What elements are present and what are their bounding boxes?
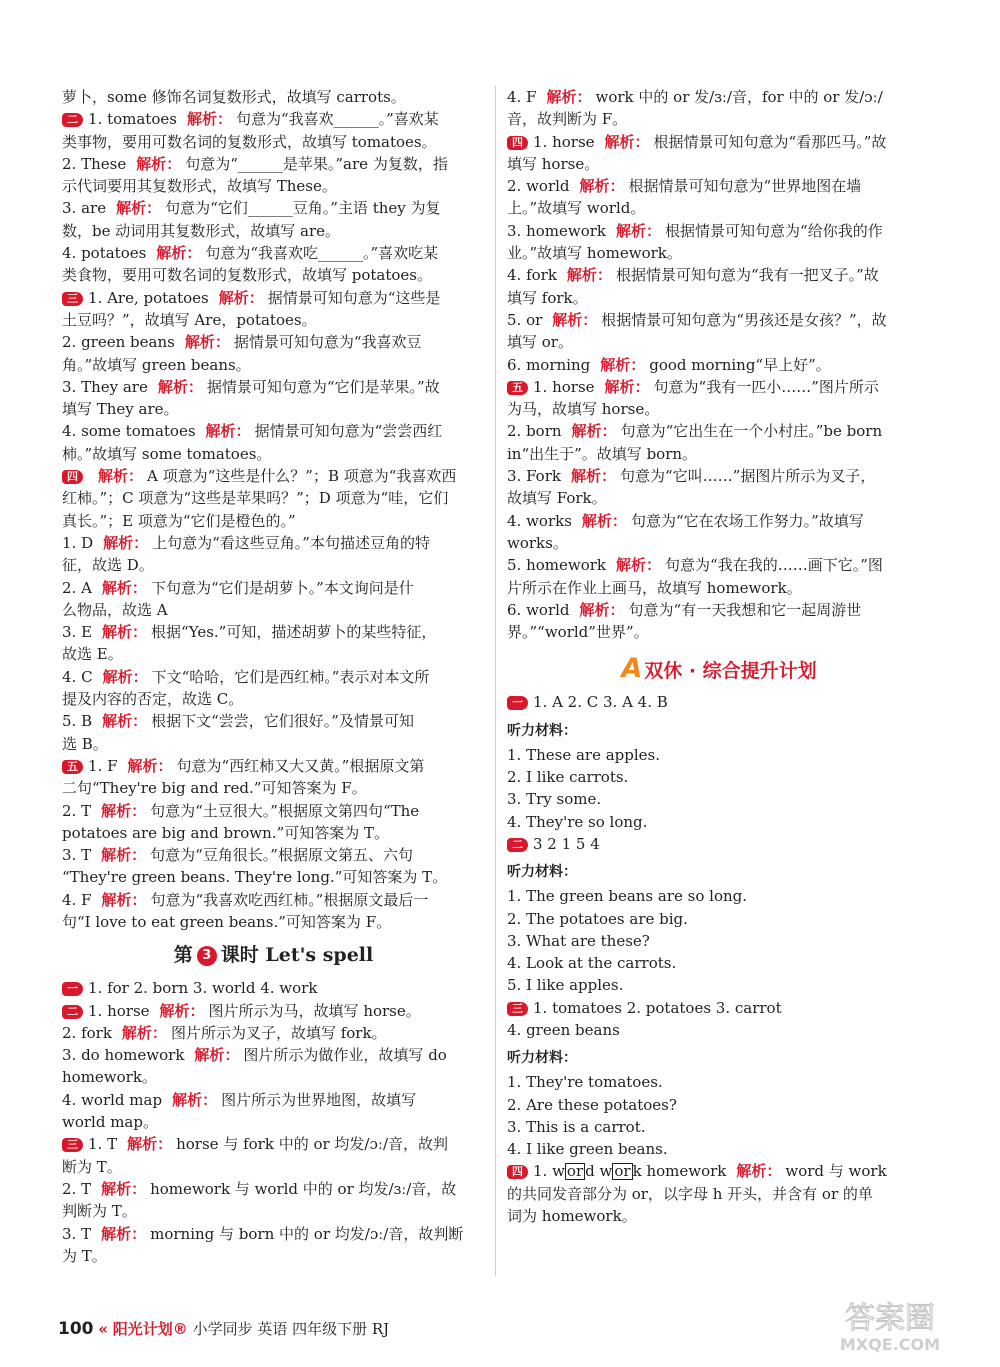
answer-text: 6. morning xyxy=(507,355,591,374)
text-line: 填写 or。 xyxy=(507,333,573,352)
jiexi-label: 解析： xyxy=(159,1001,205,1020)
jiexi-label: 解析： xyxy=(616,556,662,575)
lesson-title: 课时 Let's spell xyxy=(220,944,374,967)
answer-item xyxy=(507,1160,931,1182)
jiexi-label: 解析： xyxy=(101,890,147,909)
answer-item xyxy=(507,309,931,331)
text-line: 故填写 Fork。 xyxy=(507,489,607,508)
answer-word-3: homework xyxy=(646,1162,727,1181)
explanation-text: 句意为“我喜欢吃______。”喜欢吃某 xyxy=(205,244,439,263)
lesson-number-badge: 3 xyxy=(197,946,217,966)
answer-item xyxy=(62,242,485,264)
jiexi-label: 解析： xyxy=(103,533,149,552)
answer-item xyxy=(62,1000,485,1022)
jiexi-label: 解析： xyxy=(127,1135,173,1154)
answer-item xyxy=(62,420,485,442)
lesson-prefix: 第 xyxy=(173,944,193,967)
section-banner xyxy=(507,649,931,689)
text-line: 土豆吗？”，故填写 Are，potatoes。 xyxy=(62,310,317,329)
answer-text: 3 2 1 5 4 xyxy=(533,834,600,853)
boxed-letters: or xyxy=(566,1162,584,1181)
jiexi-label: 解析： xyxy=(127,756,173,775)
answer-item xyxy=(62,376,485,398)
answer-item xyxy=(507,554,931,576)
text-line: 故选 E。 xyxy=(62,645,123,664)
explanation-text: 句意为“我喜欢吃西红柿。”根据原文最后一 xyxy=(150,890,429,909)
text-line: 萝卜，some 修饰名词复数形式，故填写 carrots。 xyxy=(62,88,406,106)
answer-text: 2. fork xyxy=(62,1023,112,1042)
left-column xyxy=(62,86,485,1267)
answer-item xyxy=(62,1178,485,1200)
explanation-text: 图片所示为世界地图，故填写 xyxy=(221,1090,417,1109)
answer-text: 4. fork xyxy=(507,266,557,285)
answer-text: 1. F xyxy=(88,756,118,775)
answer-item xyxy=(62,577,485,599)
explanation-text: good morning“早上好”。 xyxy=(649,355,831,374)
answer-item xyxy=(507,510,931,532)
banner-title: 双休 · 综合提升计划 xyxy=(644,660,817,683)
explanation-text: morning 与 born 中的 or 均发/ɔː/音，故判断 xyxy=(150,1224,464,1243)
answer-item xyxy=(62,153,485,175)
explanation-text: 根据情景可知句意为“世界地图在墙 xyxy=(628,177,862,196)
answer-text: 2. These xyxy=(62,154,127,173)
jiexi-label: 解析： xyxy=(102,623,148,642)
jiexi-label: 解析： xyxy=(101,578,147,597)
answer-text: 4. some tomatoes xyxy=(62,422,196,441)
answer-text: 3. do homework xyxy=(62,1046,185,1065)
section-badge: 三 xyxy=(62,292,83,306)
answer-item xyxy=(62,197,485,219)
text-line: 句“I love to eat green beans.”可知答案为 F。 xyxy=(62,912,392,931)
answer-item xyxy=(507,465,931,487)
section-badge: 五 xyxy=(507,381,528,395)
answer-item xyxy=(507,220,931,242)
text-line: 词为 homework。 xyxy=(507,1207,637,1226)
section-badge: 四 xyxy=(507,136,528,150)
text-line: 3. What are these? xyxy=(507,931,650,950)
book-series: 小学同步 英语 四年级下册 RJ xyxy=(192,1320,390,1338)
jiexi-label: 解析： xyxy=(102,712,148,731)
jiexi-label: 解析： xyxy=(102,667,148,686)
answer-item xyxy=(62,1133,485,1155)
answer-word-1 xyxy=(533,1162,595,1180)
text-line: 2. I like carrots. xyxy=(507,768,629,787)
answer-text: 2. world xyxy=(507,177,570,196)
text-line: 3. This is a carrot. xyxy=(507,1117,646,1136)
answer-text: 1. tomatoes 2. potatoes 3. carrot xyxy=(533,998,782,1017)
text-line: 3. Try some. xyxy=(507,790,602,809)
answer-text: 1. D xyxy=(62,533,94,552)
text-line: 数，be 动词用其复数形式，故填写 are。 xyxy=(62,221,341,240)
explanation-text: 根据情景可知句意为“我有一把叉子。”故 xyxy=(615,266,879,285)
jiexi-label: 解析： xyxy=(581,511,627,530)
answer-text: 6. world xyxy=(507,600,570,619)
section-badge: 一 xyxy=(507,696,528,710)
jiexi-label: 解析： xyxy=(136,154,182,173)
explanation-text: homework 与 world 中的 or 均发/ɜː/音，故 xyxy=(150,1179,457,1198)
word-part: w xyxy=(599,1162,613,1181)
section-badge: 三 xyxy=(507,1002,528,1016)
jiexi-label: 解析： xyxy=(116,199,162,218)
brand-name: 阳光计划® xyxy=(112,1320,188,1338)
text-line: 角。”故填写 green beans。 xyxy=(62,355,251,374)
page-number: 100 xyxy=(58,1319,94,1339)
text-line: 么物品，故选 A xyxy=(62,600,168,619)
text-line: works。 xyxy=(507,533,568,552)
text-line: 5. I like apples. xyxy=(507,976,624,995)
jiexi-label: 解析： xyxy=(218,288,264,307)
answer-text: 4. C xyxy=(62,667,93,686)
answer-text: 1. tomatoes xyxy=(88,110,177,129)
section-badge: 一 xyxy=(62,982,83,996)
jiexi-label: 解析： xyxy=(157,377,203,396)
explanation-text: 图片所示为马，故填写 horse。 xyxy=(208,1001,421,1020)
explanation-text: 根据情景可知句意为“男孩还是女孩？”，故 xyxy=(601,310,887,329)
explanation-text: 句意为“我在我的……画下它。”图 xyxy=(665,556,883,575)
explanation-text: 下文“哈哈，它们是西红柿。”表示对本文所 xyxy=(151,667,430,686)
section-badge: 二 xyxy=(62,113,83,127)
word-part: 1. w xyxy=(533,1162,565,1181)
answer-item xyxy=(62,1044,485,1066)
jiexi-label: 解析： xyxy=(552,310,598,329)
explanation-text: 句意为“它叫……”据图片所示为叉子， xyxy=(619,467,876,486)
jiexi-label: 解析： xyxy=(579,600,625,619)
page-footer xyxy=(58,1318,389,1339)
answer-text: 4. F xyxy=(507,88,537,106)
word-part: d xyxy=(585,1162,595,1181)
answer-text: 4. world map xyxy=(62,1090,163,1109)
text-line: 真长。”；E 项意为“它们是橙色的。” xyxy=(62,511,296,530)
text-line: 4. Look at the carrots. xyxy=(507,954,677,973)
text-line: 类事物，要用可数名词的复数形式，故填写 tomatoes。 xyxy=(62,132,437,151)
chevron-icon: « xyxy=(98,1320,108,1338)
answer-item xyxy=(62,977,485,999)
answer-item xyxy=(507,264,931,286)
jiexi-label: 解析： xyxy=(571,422,617,441)
answer-item xyxy=(62,331,485,353)
section-badge: 二 xyxy=(62,1005,83,1019)
explanation-text: 句意为“______是苹果。”are 为复数，指 xyxy=(185,154,448,173)
text-line: 1. They're tomatoes. xyxy=(507,1073,663,1092)
jiexi-label: 解析： xyxy=(184,333,230,352)
answer-item xyxy=(62,800,485,822)
explanation-text: 句意为“西红柿又大又黄。”根据原文第 xyxy=(176,756,425,775)
jiexi-label: 解析： xyxy=(546,88,592,106)
explanation-text: A 项意为“这些是什么？”；B 项意为“我喜欢西 xyxy=(147,467,457,486)
text-line: world map。 xyxy=(62,1113,158,1132)
jiexi-label: 解析： xyxy=(194,1046,240,1065)
jiexi-label: 解析： xyxy=(736,1162,782,1181)
column-divider xyxy=(495,86,496,1276)
explanation-text: 句意为“我喜欢______。”喜欢某 xyxy=(235,110,439,129)
explanation-text: 图片所示为做作业，故填写 do xyxy=(243,1046,447,1065)
answer-text: 5. homework xyxy=(507,556,607,575)
answer-item xyxy=(62,889,485,911)
text-line: 为马，故填写 horse。 xyxy=(507,400,660,419)
jiexi-label: 解析： xyxy=(186,110,232,129)
banner-a-icon: A xyxy=(621,653,643,685)
text-line: 类食物，要用可数名词的复数形式，故填写 potatoes。 xyxy=(62,266,433,285)
text-line: 1. These are apples. xyxy=(507,745,661,764)
section-badge: 五 xyxy=(62,760,83,774)
text-line: 柿。”故填写 some tomatoes。 xyxy=(62,444,272,463)
answer-item xyxy=(62,844,485,866)
answer-item xyxy=(62,621,485,643)
answer-word-2 xyxy=(600,1162,642,1180)
text-line: potatoes are big and brown.”可知答案为 T。 xyxy=(62,823,390,842)
explanation-text: 据情景可知句意为“我喜欢豆 xyxy=(233,333,422,352)
jiexi-label: 解析： xyxy=(172,1090,218,1109)
jiexi-label: 解析： xyxy=(121,1023,167,1042)
explanation-text: 据情景可知句意为“这些是 xyxy=(267,288,441,307)
jiexi-label: 解析： xyxy=(205,422,251,441)
answer-text: 2. born xyxy=(507,422,562,441)
watermark-text-bottom: MXQE.COM xyxy=(839,1335,941,1354)
answer-text: 3. T xyxy=(62,1224,92,1243)
answer-text: 1. horse xyxy=(88,1001,150,1020)
text-line: 的共同发音部分为 or，以字母 h 开头，并含有 or 的单 xyxy=(507,1184,873,1203)
answer-item xyxy=(507,691,931,713)
text-line: 2. The potatoes are big. xyxy=(507,909,688,928)
answer-text: 3. T xyxy=(62,846,92,865)
answer-item xyxy=(62,465,485,487)
jiexi-label: 解析： xyxy=(101,846,147,865)
answer-text: 3. E xyxy=(62,623,93,642)
explanation-text: horse 与 fork 中的 or 均发/ɔː/音，故判 xyxy=(176,1135,448,1154)
explanation-text: 据情景可知句意为“尝尝西红 xyxy=(254,422,443,441)
answer-item xyxy=(62,532,485,554)
answer-item xyxy=(62,1089,485,1111)
answer-text: 2. A xyxy=(62,578,92,597)
explanation-text: 据情景可知句意为“它们是苹果。”故 xyxy=(206,377,440,396)
jiexi-label: 解析： xyxy=(566,266,612,285)
text-line: 选 B。 xyxy=(62,734,108,753)
right-column xyxy=(507,86,931,1227)
section-badge: 四 xyxy=(62,470,83,484)
explanation-text: 图片所示为叉子，故填写 fork。 xyxy=(170,1023,387,1042)
text-line: homework。 xyxy=(62,1068,157,1087)
watermark-text-top: 答案圈 xyxy=(845,1301,935,1336)
section-badge: 四 xyxy=(507,1165,528,1179)
text-line: “They're green beans. They're long.”可知答案为 T。 xyxy=(62,868,448,887)
jiexi-label: 解析： xyxy=(604,132,650,151)
word-part: k xyxy=(632,1162,642,1181)
text-line: 4. They're so long. xyxy=(507,812,648,831)
text-line: 1. The green beans are so long. xyxy=(507,887,748,906)
listening-material-label: 听力材料： xyxy=(507,864,577,881)
answer-item xyxy=(62,755,485,777)
lesson-heading xyxy=(62,935,485,975)
answer-item xyxy=(507,131,931,153)
text-line: 提及内容的否定，故选 C。 xyxy=(62,690,244,709)
answer-text: 3. They are xyxy=(62,377,148,396)
jiexi-label: 解析： xyxy=(604,377,650,396)
answer-text: 1. horse xyxy=(533,377,595,396)
text-line: 填写 fork。 xyxy=(507,288,588,307)
explanation-text: 上句意为“看这些豆角。”本句描述豆角的特 xyxy=(152,533,430,552)
jiexi-label: 解析： xyxy=(101,1179,147,1198)
listening-material-label: 听力材料： xyxy=(507,722,577,739)
explanation-text: 句意为“它在农场工作努力。”故填写 xyxy=(630,511,864,530)
jiexi-label: 解析： xyxy=(579,177,625,196)
answer-text: 4. works xyxy=(507,511,572,530)
boxed-letters: or xyxy=(614,1162,631,1181)
answer-text: 5. or xyxy=(507,310,543,329)
text-line: 示代词要用其复数形式，故填写 These。 xyxy=(62,177,337,196)
text-line: 征，故选 D。 xyxy=(62,556,154,575)
answer-text: 1. T xyxy=(88,1135,118,1154)
explanation-text: work 中的 or 发/ɜː/音，for 中的 or 发/ɔː/ xyxy=(595,88,883,106)
text-line: 上。”故填写 world。 xyxy=(507,199,646,218)
explanation-text: 根据下文“尝尝，它们很好。”及情景可知 xyxy=(151,712,414,731)
answer-text: 4. F xyxy=(62,890,92,909)
section-badge: 二 xyxy=(507,838,528,852)
answer-item xyxy=(62,287,485,309)
text-line: 红柿。”；C 项意为“这些是苹果吗？”；D 项意为“哇，它们 xyxy=(62,489,449,508)
answer-text: 4. potatoes xyxy=(62,244,147,263)
watermark-logo xyxy=(820,1296,960,1354)
text-line: 4. green beans xyxy=(507,1020,620,1039)
text-line: 2. Are these potatoes? xyxy=(507,1095,677,1114)
jiexi-label: 解析： xyxy=(570,467,616,486)
jiexi-label: 解析： xyxy=(101,1224,147,1243)
answer-text: 3. homework xyxy=(507,221,607,240)
text-line: 为 T。 xyxy=(62,1246,107,1265)
jiexi-label: 解析： xyxy=(101,801,147,820)
answer-text: 3. are xyxy=(62,199,107,218)
text-line: 界。”“world”世界”。 xyxy=(507,623,649,642)
text-line: 4. I like green beans. xyxy=(507,1140,668,1159)
jiexi-label: 解析： xyxy=(156,244,202,263)
answer-item xyxy=(507,599,931,621)
jiexi-label: 解析： xyxy=(616,221,662,240)
explanation-text: 句意为“我有一匹小……”图片所示 xyxy=(653,377,879,396)
text-line: in“出生于”。故填写 born。 xyxy=(507,444,698,463)
text-line: 填写 They are。 xyxy=(62,400,179,419)
explanation-text: 根据情景可知句意为“给你我的作 xyxy=(665,221,883,240)
explanation-text: 句意为“土豆很大。”根据原文第四句“The xyxy=(150,801,420,820)
explanation-text: 根据“Yes.”可知，描述胡萝卜的某些特征， xyxy=(151,623,437,642)
answer-text: 1. A 2. C 3. A 4. B xyxy=(533,693,668,712)
answer-item xyxy=(62,710,485,732)
explanation-text: 下句意为“它们是胡萝卜。”本文询问是什 xyxy=(150,578,414,597)
answer-item xyxy=(507,175,931,197)
explanation-text: 句意为“有一天我想和它一起周游世 xyxy=(628,600,862,619)
answer-text: 1. horse xyxy=(533,132,595,151)
text-line: 二句“They're big and red.”可知答案为 F。 xyxy=(62,779,367,798)
answer-item xyxy=(507,833,931,855)
answer-text: 2. green beans xyxy=(62,333,175,352)
answer-item xyxy=(62,108,485,130)
jiexi-label: 解析： xyxy=(600,355,646,374)
answer-text: 5. B xyxy=(62,712,93,731)
answer-item xyxy=(507,376,931,398)
text-line: 断为 T。 xyxy=(62,1157,122,1176)
explanation-text: 句意为“它们______豆角。”主语 they 为复 xyxy=(165,199,441,218)
answer-item xyxy=(507,354,931,376)
answer-text: 1. for 2. born 3. world 4. work xyxy=(88,979,318,998)
text-line: 业。”故填写 homework。 xyxy=(507,244,682,263)
answer-item xyxy=(507,86,931,108)
listening-material-label: 听力材料： xyxy=(507,1050,577,1067)
answer-item xyxy=(507,997,931,1019)
jiexi-label: 解析： xyxy=(98,467,144,486)
answer-item xyxy=(62,666,485,688)
answer-item xyxy=(62,1223,485,1245)
answer-text: 2. T xyxy=(62,801,92,820)
answer-text: 3. Fork xyxy=(507,467,561,486)
answer-item xyxy=(62,1022,485,1044)
explanation-text: 句意为“豆角很长。”根据原文第五、六句 xyxy=(150,846,413,865)
text-line: 音，故判断为 F。 xyxy=(507,110,628,129)
answer-text: 1. Are, potatoes xyxy=(88,288,209,307)
section-badge: 三 xyxy=(62,1138,83,1152)
explanation-text: 根据情景可知句意为“看那匹马。”故 xyxy=(653,132,887,151)
text-line: 判断为 T。 xyxy=(62,1202,137,1221)
text-line: 片所示在作业上画马，故填写 homework。 xyxy=(507,578,802,597)
explanation-text: 句意为“它出生在一个小村庄。”be born xyxy=(620,422,883,441)
text-line: 填写 horse。 xyxy=(507,154,600,173)
explanation-text: word 与 work xyxy=(785,1162,887,1181)
answer-item xyxy=(507,420,931,442)
answer-text: 2. T xyxy=(62,1179,92,1198)
